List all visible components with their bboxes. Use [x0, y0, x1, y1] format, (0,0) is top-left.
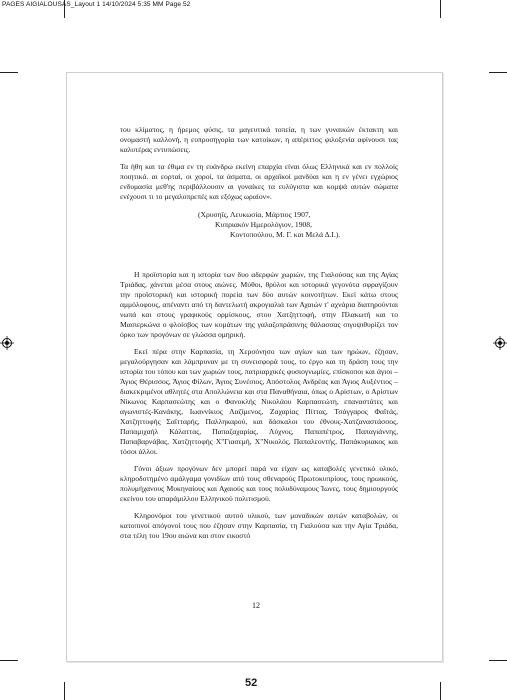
- citation-line: (Χρυσηΐς, Λευκωσία, Μάρτιος 1907,: [198, 210, 311, 219]
- paragraph: Γόνοι άξιων προγόνων δεν μπορεί παρά να είχαν ως καταβολές γενετικό υλικό, κληροδοτημένο αμάλγαμα γονιδίων από τους σθεναρούς Πρωτοκυπρίους, τους ηρωικούς, πολυμήχανους Μυκηναίους και Αχαιούς και τους πολυδύναμους Ίωνες, τους δημιουργούς εκείνου του απαράμιλλου Ελληνικού πολιτισμού.: [120, 464, 398, 503]
- citation-line: Κοντοπούλου, Μ. Γ. και Μελά Δ.Ι.).: [230, 230, 341, 239]
- paragraph: Η προϊστορία και η ιστορία των δυο αδερφών χωριών, της Γιαλούσας και της Αγίας Τριάδας, χάνεται μέσα στους αιώνες. Μύθοι, θρύλοι και ιστορικά γεγονότα σφραγίζουν την προϊστορική και ιστορική πορεία των δύο αυτών κοινοτήτων. Εκεί κάτω στους αμμόλοφους, απέναντι από τη δαντελωτή ακρογιαλιά των Αχαιών τ' αχνάρια διατηρούνται νωπά και στους γραφικούς ορμίσκους, στου Χατζηττοφή, στην Πλακωτή και το Μασιερκώνα ο φλοίσβος των κυμάτων της γαλαζοπράσινης θάλασσας σιγοψιθυρίζει τον όρκο των προγόνων σε γλώσσα ομηρική.: [120, 270, 398, 339]
- paragraph: Τα ήθη και τα έθιμα εν τη ευάνδρω εκείνη επαρχία είναι όλως Ελληνικά και εν πολλοίς ποιητικά. αι εορταί, οι χοροί, τα άσματα, οι αρχαϊκοί μανδύαι και η εν γένει εγχώριος ενδυμασία μεθ'ης περιβάλλουσιν αι γυναίκες τα ευλύγιστα και κομψά αυτών σώματα ενέχουσι τι το μεγαλοπρεπές και εξόχως ωραίον».: [120, 162, 398, 201]
- page-number: 12: [252, 601, 260, 610]
- paragraph: του κλίματος, η ήρεμος φύσις, τα μαγευτικά τοπεία, η των γυναικών έκτακτη και ονομαστή καλλονή, η ευπροσηγορία των κατοίκων, η απέριττος φιλοξενία αφίνουσι τας καλυτέρας εντυπώσεις.: [120, 125, 398, 154]
- crop-mark: [489, 72, 507, 73]
- print-slug: PAGES AIGIALOUSAS_Layout 1 14/10/2024 5:35 ΜΜ Page 52: [2, 1, 191, 8]
- crop-mark: [64, 682, 65, 700]
- folio-number: 52: [245, 677, 258, 689]
- paragraph: Κληρονόμοι του γενετικού αυτού υλικού, των μοναδικών αυτών καταβολών, οι κατοπινοί απόγονοί τους που έζησαν στην Καρπασία, τη Γιαλούσα και την Αγία Τριάδα, στα τέλη του 19ου αιώνα και στον εικοστό: [120, 511, 398, 540]
- citation-block: [120, 210, 398, 240]
- crop-mark: [440, 0, 441, 18]
- crop-mark: [0, 72, 18, 73]
- citation-line: Κυπριακόν Ημερολόγιον, 1908,: [215, 220, 312, 229]
- crop-mark: [0, 660, 18, 661]
- text-block-main: [120, 270, 398, 548]
- crop-mark: [64, 0, 65, 18]
- crop-mark: [489, 660, 507, 661]
- registration-mark-icon: [0, 336, 14, 350]
- crop-mark: [440, 682, 441, 700]
- paragraph: Εκεί πέρα στην Καρπασία, τη Χερσόνησο των αγίων και των ηρώων, έζησαν, μεγαλούργησαν και λάμπρυναν με τη συνεισφορά τους, το έργο και τη δράση τους την ιστορία του τόπου και των χωριών τους, πατριαρχικές φυσιογνωμίες, επίσκοποι και άγιοι – Άγιος Θέρισσος, Άγιος Φίλων, Άγιος Συνέσιος, Απόστολος Ανδρέας και Άγιος Αυξέντιος – διακεκριμένοι αθλητές στα Απολλώνεια και στα Παναθήναια, όπως ο Αρίστων, ο Αρίστων Νίκωνος Καρπασεώτης και ο Φανοκλής Νικολάου Καρπασεώτη, επαναστάτες και αγωνιστές-Κανάκης, Ιωαννίκιος Λαζίμενος, Ζαχαρίας Πίττας, Τσάγγαρος Φαΐτάς, Χατζηττοφής Σαϊτταρής, Παλληκαρού, και δάσκαλοι του έθνους-Χατζαναστάσσος, Παπαμιχαήλ Κάλαττας, Παπαζαχαρίας, Λύχνος, Παπαπέτρος, Παπαγιάννης, Παπαβαρνάβας, Χατζηττοφής Χ"Γιασεμή, Χ"Νικολός, Παπαλεοντής, Παπάκυριακος και τόσοι άλλοι.: [120, 347, 398, 456]
- text-block-top: [120, 125, 398, 209]
- registration-mark-icon: [493, 336, 507, 350]
